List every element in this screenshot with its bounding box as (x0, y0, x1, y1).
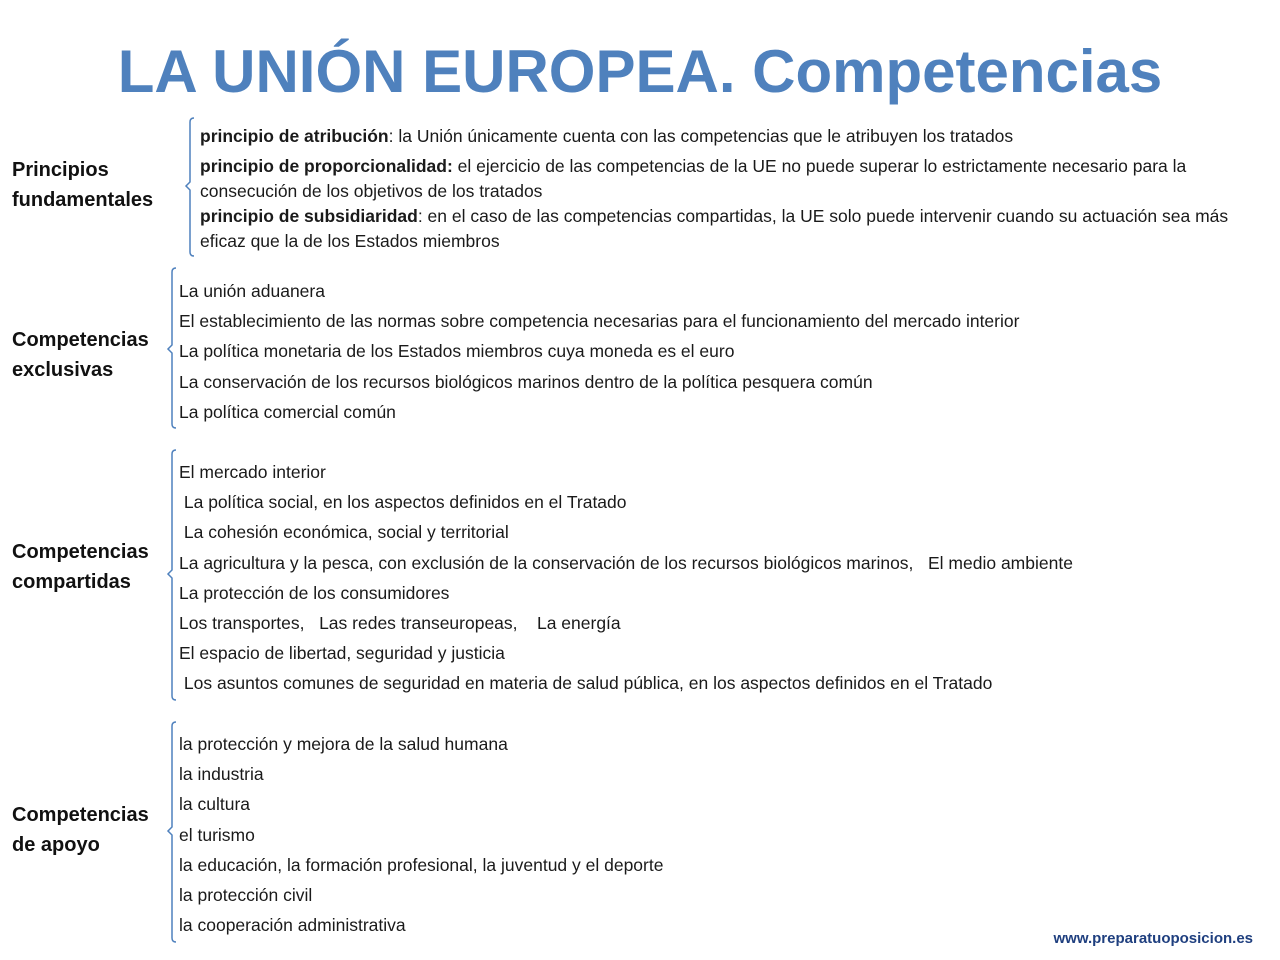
group-label-line: Competencias (12, 804, 149, 826)
group-label-exclusivas (12, 325, 149, 385)
group-label-compartidas (12, 537, 149, 597)
principios-list (200, 124, 1270, 254)
principle-text: el ejercicio de las competencias de la UE no puede superar lo estrictamente necesario para la consecución de los objetivos de los tratados (200, 156, 1187, 201)
list-item: El mercado interior (179, 462, 326, 482)
principle-term: principio de subsidiaridad (200, 206, 418, 226)
list-item: La política social, en los aspectos definidos en el Tratado (179, 492, 627, 513)
group-label-line: de apoyo (12, 834, 100, 856)
group-label-line: compartidas (12, 571, 131, 593)
group-label-principios (12, 155, 153, 215)
list-item: La conservación de los recursos biológicos marinos dentro de la política pesquera común (179, 371, 873, 392)
principle-text: : la Unión únicamente cuenta con las competencias que le atribuyen los tratados (388, 126, 1014, 146)
principle-term: principio de atribución (200, 126, 389, 146)
group-label-line: Principios (12, 159, 109, 181)
bracket-principios (182, 116, 198, 260)
compartidas-list (179, 457, 1073, 699)
list-item: La política comercial común (179, 401, 396, 422)
bracket-exclusivas (164, 266, 180, 432)
apoyo-list (179, 729, 663, 940)
list-item: La unión aduanera (179, 281, 325, 301)
list-item: Los transportes, Las redes transeuropeas, La energía (179, 613, 621, 634)
footer-website-link[interactable]: www.preparatuoposicion.es (1053, 930, 1253, 947)
list-item: La política monetaria de los Estados miembros cuya moneda es el euro (179, 341, 735, 362)
exclusivas-list (179, 276, 1019, 427)
list-item: El establecimiento de las normas sobre competencia necesarias para el funcionamiento del mercado interior (179, 311, 1020, 332)
list-item: El espacio de libertad, seguridad y justicia (179, 643, 505, 664)
group-label-apoyo (12, 800, 149, 860)
principle-item (200, 204, 1250, 254)
principle-item (200, 124, 1270, 149)
group-label-line: Competencias (12, 329, 149, 351)
list-item: el turismo (179, 824, 255, 845)
list-item: La cohesión económica, social y territorial (179, 522, 509, 543)
group-label-line: exclusivas (12, 359, 114, 381)
principle-text: : en el caso de las competencias compartidas, la UE solo puede intervenir cuando su actuación sea más eficaz que la de los Estados miembros (200, 206, 1229, 251)
list-item: Los asuntos comunes de seguridad en materia de salud pública, en los aspectos definidos en el Tratado (179, 673, 993, 694)
bracket-compartidas (164, 448, 180, 704)
list-item: la educación, la formación profesional, la juventud y el deporte (179, 854, 664, 875)
list-item: La protección de los consumidores (179, 582, 450, 603)
group-label-line: fundamentales (12, 189, 154, 211)
page-title: LA UNIÓN EUROPEA. Competencias (117, 38, 1163, 105)
list-item: la cultura (179, 794, 251, 815)
list-item: la industria (179, 764, 264, 785)
principle-item (200, 154, 1270, 204)
principle-term: principio de proporcionalidad: (200, 156, 453, 176)
list-item: la cooperación administrativa (179, 915, 406, 936)
bracket-apoyo (164, 720, 180, 946)
list-item: la protección civil (179, 885, 313, 906)
list-item: La agricultura y la pesca, con exclusión de la conservación de los recursos biológicos marinos, El medio ambiente (179, 552, 1073, 573)
list-item: la protección y mejora de la salud humana (179, 734, 508, 754)
group-label-line: Competencias (12, 541, 149, 563)
